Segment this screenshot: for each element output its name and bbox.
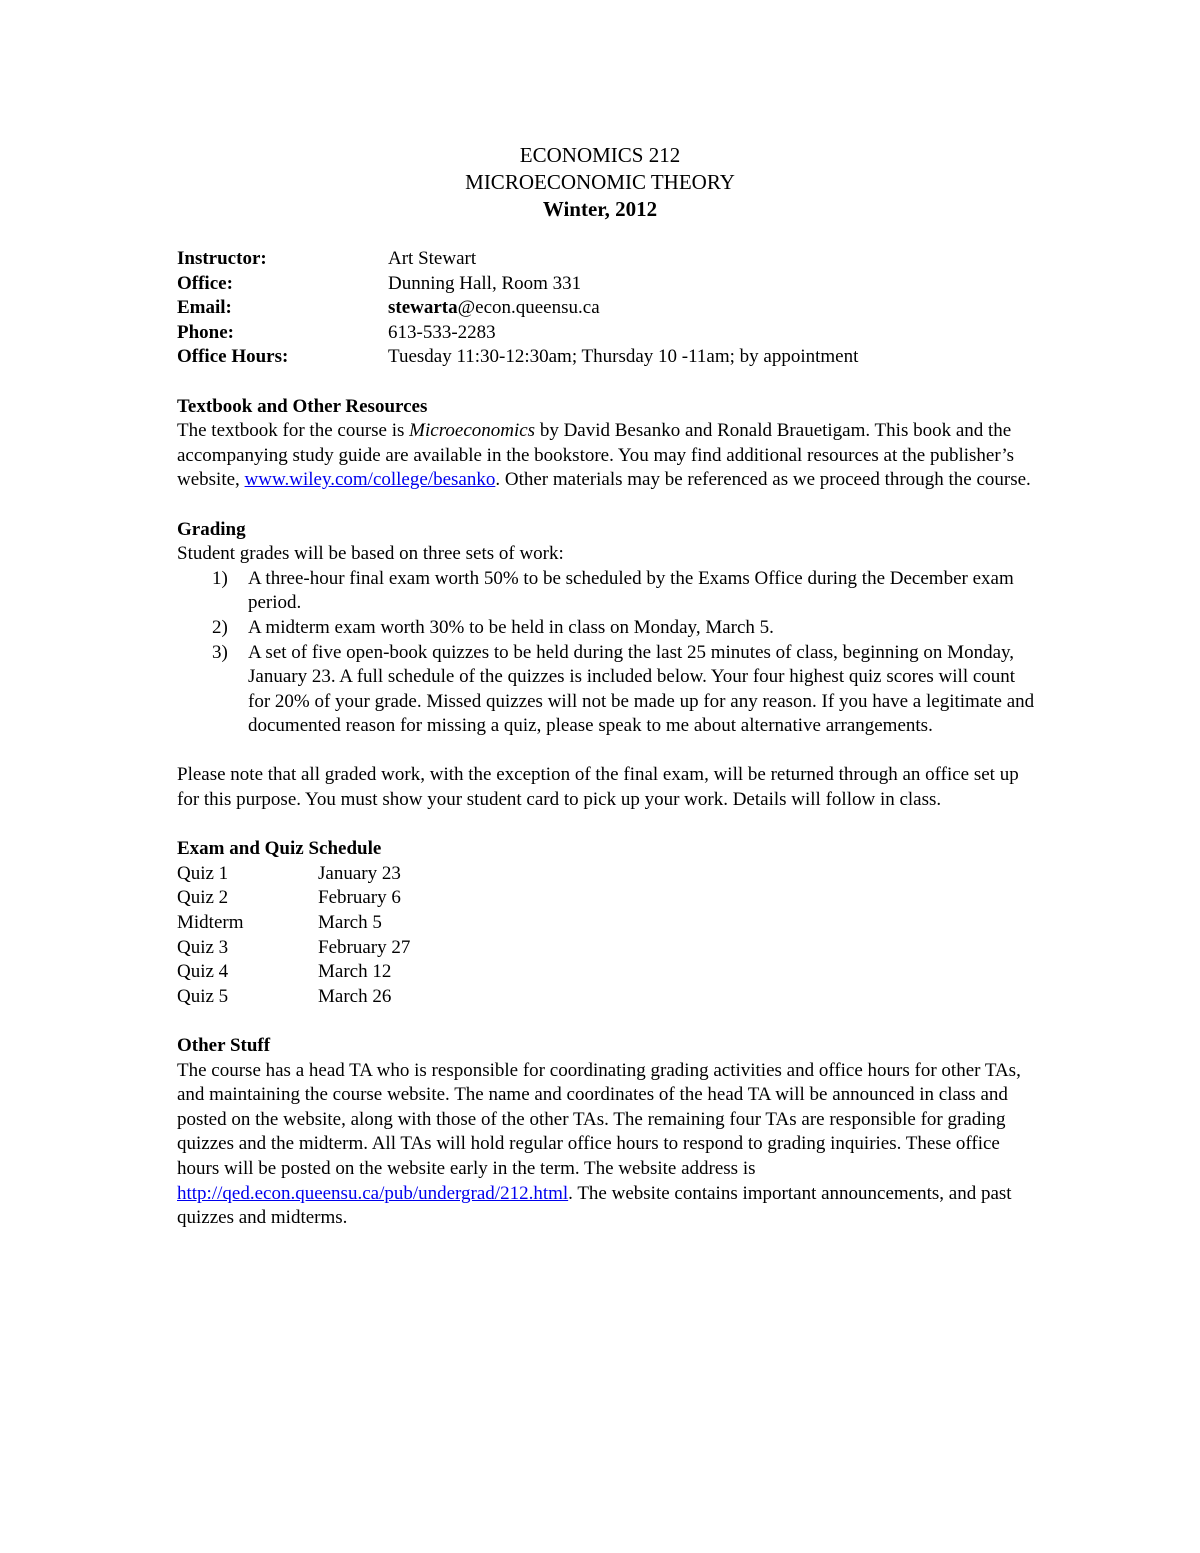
list-item — [177, 616, 1037, 641]
instructor-label: Instructor: — [177, 248, 267, 269]
office-row — [177, 272, 1037, 297]
textbook-text-c: . Other materials may be referenced as we proceed through the course. — [495, 469, 1031, 491]
textbook-heading: Textbook and Other Resources — [177, 395, 428, 417]
table-row — [177, 936, 1037, 961]
list-item-number: 1) — [212, 567, 228, 589]
grading-heading: Grading — [177, 518, 246, 540]
schedule-item-name: Midterm — [177, 912, 244, 934]
schedule-heading: Exam and Quiz Schedule — [177, 838, 382, 860]
table-row — [177, 862, 1037, 887]
email-user: stewarta — [388, 297, 458, 319]
textbook-paragraph — [177, 419, 1037, 493]
grading-list — [177, 567, 1037, 739]
list-item-number: 2) — [212, 616, 228, 638]
table-row — [177, 985, 1037, 1010]
schedule-item-date: January 23 — [318, 862, 401, 884]
list-item-text: A three-hour final exam worth 50% to be scheduled by the Exams Office during the December exam period. — [248, 567, 1014, 614]
grading-note-section — [177, 763, 1037, 812]
office-value: Dunning Hall, Room 331 — [388, 272, 582, 294]
office-hours-value: Tuesday 11:30-12:30am; Thursday 10 -11am; by appointment — [388, 346, 859, 368]
other-paragraph — [177, 1059, 1037, 1231]
email-domain: @econ.queensu.ca — [457, 297, 600, 319]
course-subject: MICROECONOMIC THEORY — [465, 170, 735, 194]
office-hours-row — [177, 345, 1037, 370]
other-text-a: The course has a head TA who is responsible for coordinating grading activities and office hours for other TAs, and maintaining the course website. The name and coordinates of the head TA will be announced in class and posted on the website, along with those of the other TAs. The remaining four TAs are responsible for grading quizzes and the midterm. All TAs will hold regular office hours to respond to grading inquiries. These office hours will be posted on the website early in the term. The website address is — [177, 1059, 1021, 1179]
list-item-text: A midterm exam worth 30% to be held in class on Monday, March 5. — [248, 616, 774, 638]
grading-note: Please note that all graded work, with the exception of the final exam, will be returned through an office set up for this purpose. You must show your student card to pick up your work. Details will follow in class. — [177, 764, 1019, 811]
instructor-info — [177, 247, 1037, 370]
schedule-item-name: Quiz 2 — [177, 887, 229, 909]
publisher-website-link[interactable]: www.wiley.com/college/besanko — [244, 469, 496, 491]
schedule-item-name: Quiz 5 — [177, 985, 229, 1007]
textbook-section — [177, 395, 1037, 493]
course-website-link[interactable]: http://qed.econ.queensu.ca/pub/undergrad/212.html — [177, 1182, 569, 1204]
list-item — [177, 567, 1037, 616]
table-row — [177, 911, 1037, 936]
schedule-item-name: Quiz 1 — [177, 862, 229, 884]
schedule-item-date: February 27 — [318, 936, 411, 958]
email-value — [388, 296, 600, 321]
textbook-text-a: The textbook for the course is — [177, 420, 410, 442]
list-item-number: 3) — [212, 641, 228, 663]
office-hours-label: Office Hours: — [177, 346, 289, 368]
schedule-item-date: March 5 — [318, 912, 382, 934]
course-number: ECONOMICS 212 — [519, 143, 681, 167]
schedule-section — [177, 837, 1037, 1009]
schedule-item-name: Quiz 3 — [177, 936, 229, 958]
instructor-row — [177, 247, 1037, 272]
schedule-item-date: February 6 — [318, 887, 401, 909]
syllabus-page — [177, 142, 1037, 1231]
other-section — [177, 1034, 1037, 1231]
office-label: Office: — [177, 272, 233, 294]
email-label: Email: — [177, 297, 232, 319]
schedule-item-date: March 12 — [318, 961, 392, 983]
textbook-title: Microeconomics — [409, 420, 536, 442]
table-row — [177, 886, 1037, 911]
phone-row — [177, 321, 1037, 346]
schedule-item-date: March 26 — [318, 985, 392, 1007]
list-item — [177, 641, 1037, 739]
grading-intro: Student grades will be based on three sets of work: — [177, 543, 564, 565]
email-row — [177, 296, 1037, 321]
schedule-item-name: Quiz 4 — [177, 961, 229, 983]
course-term: Winter, 2012 — [542, 197, 658, 221]
title-block — [0, 142, 1200, 223]
phone-label: Phone: — [177, 321, 234, 343]
grading-section — [177, 518, 1037, 739]
instructor-value: Art Stewart — [388, 248, 477, 269]
other-text-b: . The website contains important announcements, and past quizzes and midterms. — [177, 1182, 1012, 1229]
list-item-text: A set of five open-book quizzes to be held during the last 25 minutes of class, beginning on Monday, January 23. A full schedule of the quizzes is included below. Your four highest quiz scores will count for 20% of your grade. Missed quizzes will not be made up for any reason. If you have a legitimate and documented reason for missing a quiz, please speak to me about alternative arrangements. — [248, 641, 1035, 737]
phone-value: 613-533-2283 — [388, 321, 496, 343]
textbook-text-b: by David Besanko and Ronald Brauetigam. This book and the accompanying study guide are available in the bookstore. You may find additional resources at the publisher’s website, — [177, 420, 1015, 491]
table-row — [177, 960, 1037, 985]
other-heading: Other Stuff — [177, 1035, 271, 1056]
